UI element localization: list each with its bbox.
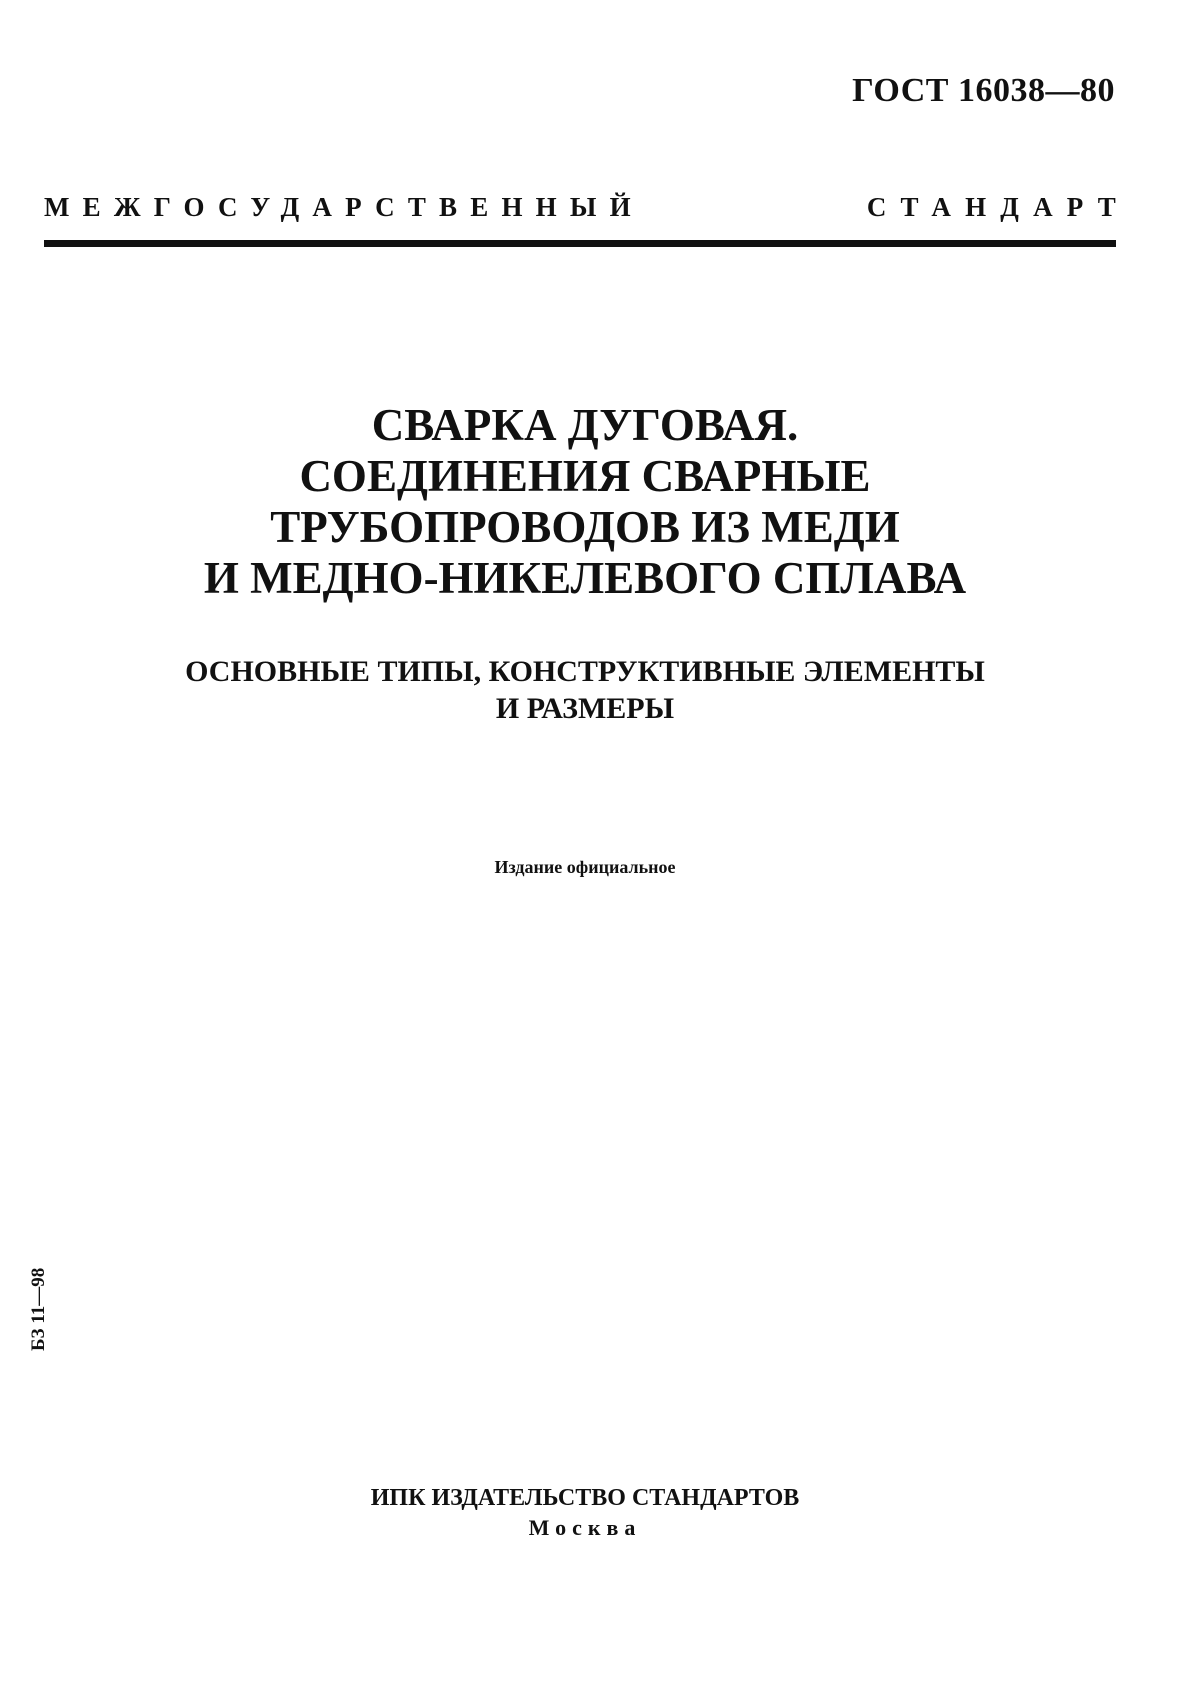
title-line: И МЕДНО-НИКЕЛЕВОГО СПЛАВА	[203, 553, 967, 603]
publisher-name: ИПК ИЗДАТЕЛЬСТВО СТАНДАРТОВ	[370, 1485, 800, 1511]
standard-number: ГОСТ 16038—80	[852, 72, 1115, 109]
subtitle-line: И РАЗМЕРЫ	[495, 692, 675, 725]
title-line: ТРУБОПРОВОДОВ ИЗ МЕДИ	[270, 502, 900, 552]
side-code: БЗ 11—98	[28, 1267, 49, 1351]
publisher-city: Москва	[528, 1515, 642, 1540]
document-subtitle	[60, 653, 1110, 727]
header-interstate: МЕЖГОСУДАРСТВЕННЫЙ	[44, 192, 644, 222]
document-title	[60, 400, 1110, 604]
header-band	[44, 192, 1130, 232]
subtitle-line: ОСНОВНЫЕ ТИПЫ, КОНСТРУКТИВНЫЕ ЭЛЕМЕНТЫ	[185, 655, 985, 688]
edition-label: Издание официальное	[494, 857, 676, 877]
header-standard: СТАНДАРТ	[866, 192, 1130, 222]
title-line: СОЕДИНЕНИЯ СВАРНЫЕ	[299, 451, 871, 501]
header-rule	[44, 240, 1116, 247]
title-line: СВАРКА ДУГОВАЯ.	[371, 400, 799, 450]
